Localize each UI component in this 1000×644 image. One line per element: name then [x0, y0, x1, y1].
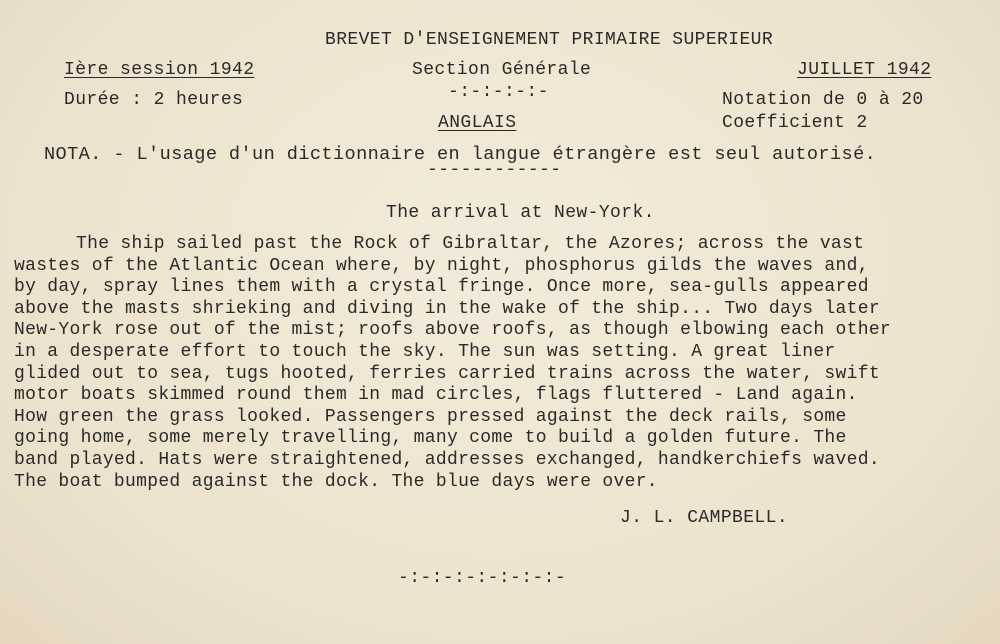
passage-line: motor boats skimmed round them in mad circles, flags fluttered - Land again. [14, 385, 858, 406]
passage-heading: The arrival at New-York. [386, 203, 655, 223]
passage-line: above the masts shrieking and diving in the wake of the ship... Two days later [14, 298, 880, 319]
passage-line: in a desperate effort to touch the sky. The sun was setting. A great liner [14, 341, 836, 362]
author-signature: J. L. CAMPBELL. [620, 508, 789, 528]
session-label: Ière session 1942 [64, 60, 255, 80]
duration-label: Durée : 2 heures [64, 90, 244, 110]
passage-line: by day, spray lines them with a crystal fringe. Once more, sea-gulls appeared [14, 277, 869, 298]
passage-line: glided out to sea, tugs hooted, ferries carried trains across the water, swift [14, 363, 880, 384]
section-label: Section Générale [412, 60, 592, 80]
nota-rule: ------------ [427, 160, 562, 180]
header-separator: -:-:-:-:- [448, 82, 549, 102]
passage-line: How green the grass looked. Passengers pressed against the deck rails, some [14, 406, 847, 427]
exam-title: BREVET D'ENSEIGNEMENT PRIMAIRE SUPERIEUR [325, 30, 774, 50]
nota-instruction: NOTA. - L'usage d'un dictionnaire en langue étrangère est seul autorisé. [44, 144, 877, 165]
passage-line: wastes of the Atlantic Ocean where, by night, phosphorus gilds the waves and, [14, 255, 869, 276]
coefficient-label: Coefficient 2 [722, 113, 868, 133]
footer-separator: -:-:-:-:-:-:-:- [398, 568, 567, 588]
passage-line: The ship sailed past the Rock of Gibraltar, the Azores; across the vast [76, 234, 865, 254]
exam-month: JUILLET 1942 [797, 60, 932, 80]
passage-line: going home, some merely travelling, many come to build a golden future. The [14, 428, 847, 449]
passage-line: band played. Hats were straightened, addresses exchanged, handkerchiefs waved. [14, 449, 880, 470]
subject-label: ANGLAIS [438, 113, 517, 133]
passage-line: New-York rose out of the mist; roofs above roofs, as though elbowing each other [14, 320, 892, 341]
notation-label: Notation de 0 à 20 [722, 90, 924, 110]
passage-line: The boat bumped against the dock. The blue days were over. [14, 471, 658, 492]
passage-body [14, 234, 998, 493]
